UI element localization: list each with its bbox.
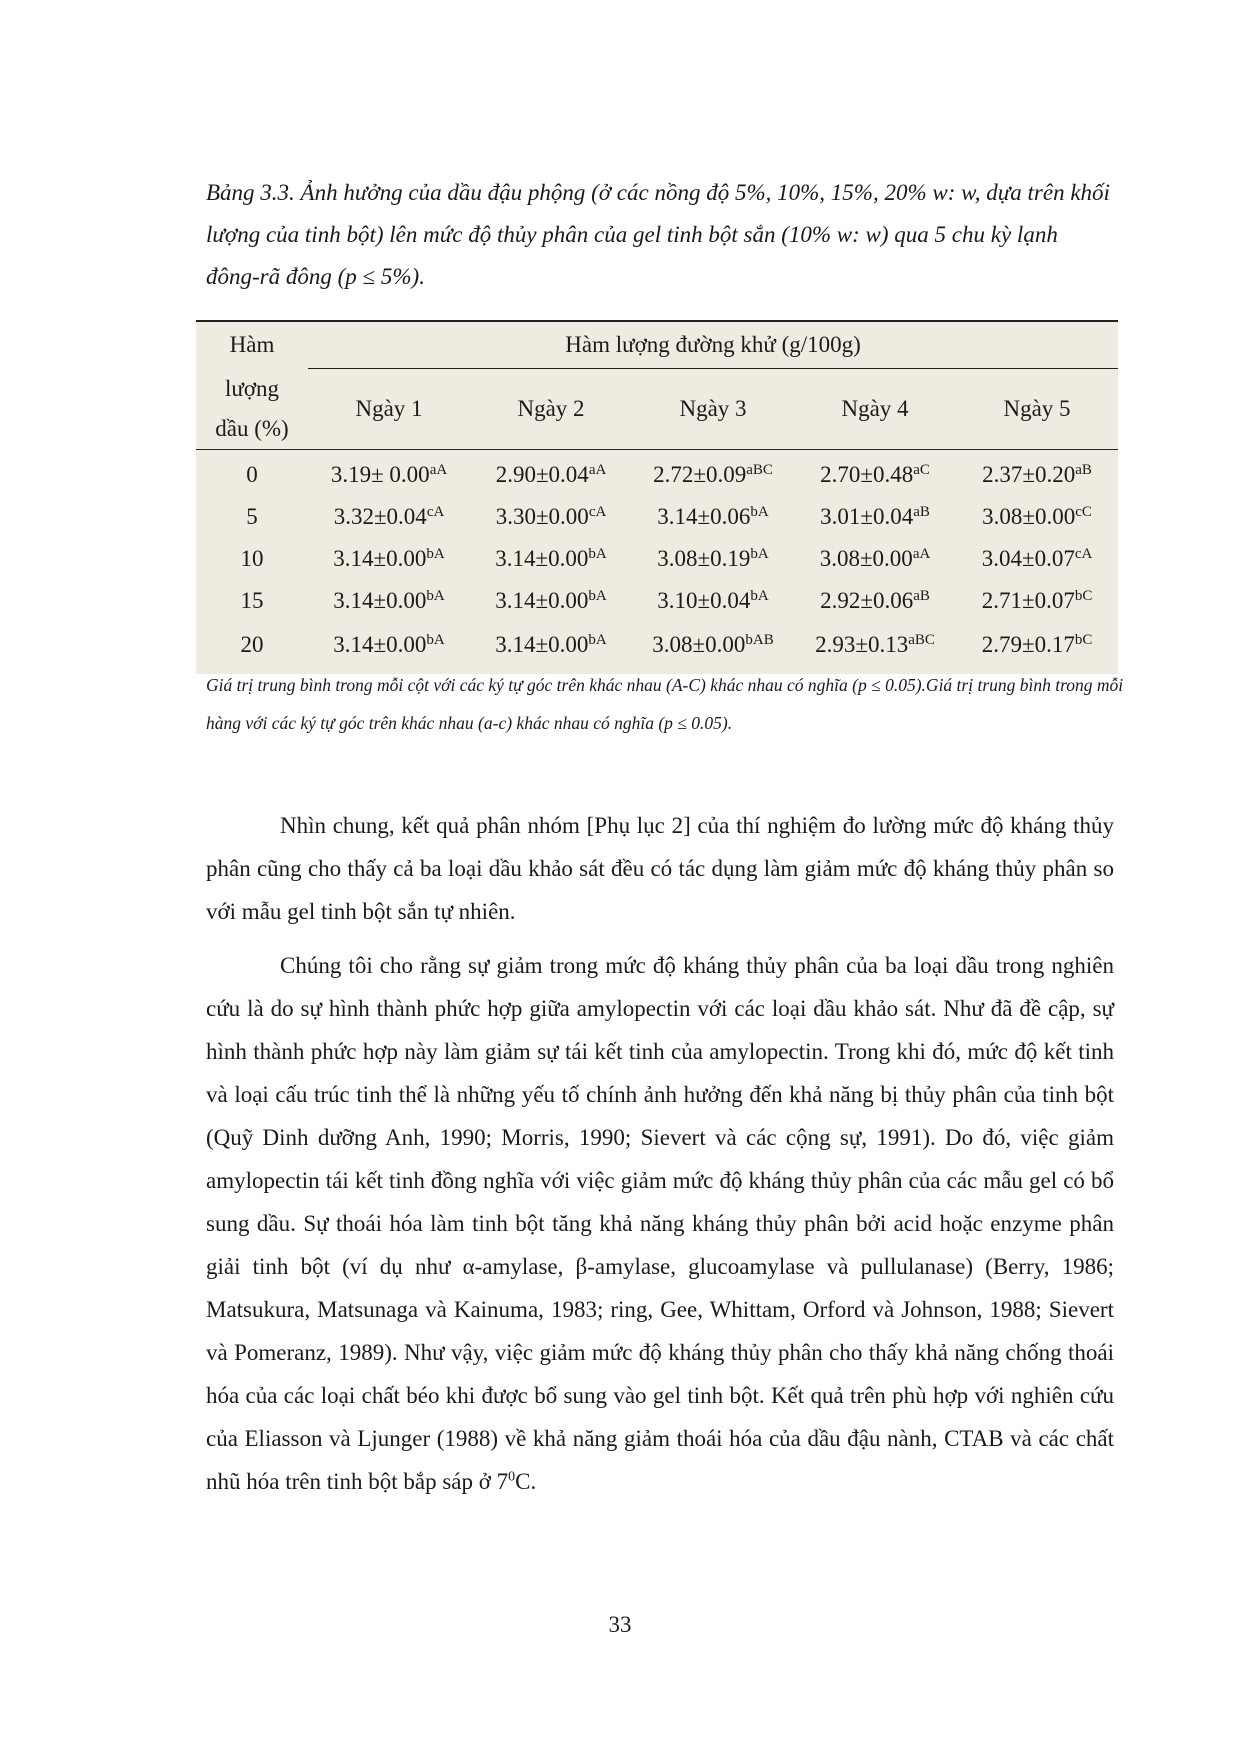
oil-level-cell: 10: [240, 545, 264, 571]
value-cell: $3.08\pm 0.00^{aA}$: [819, 545, 931, 571]
value-cell: $3.08\pm 0.00^{bAB}$: [652, 631, 774, 657]
row-header-line-2: lượng: [224, 375, 280, 401]
group-header: Hàm lượng đường khử (g/100g): [308, 321, 1118, 369]
row-header-rest: [196, 369, 308, 450]
value-cell: $3.14\pm 0.00^{bA}$: [495, 587, 607, 613]
value-cell: $3.08\pm 0.19^{bA}$: [657, 545, 769, 571]
body-paragraph-2: [206, 944, 1114, 1503]
value-cell: $3.01\pm 0.04^{aB}$: [820, 503, 930, 529]
row-header-line-3: dầu (%): [215, 415, 289, 441]
paragraph-2-text: Chúng tôi cho rằng sự giảm trong mức độ kháng thủy phân của ba loại dầu trong nghiên cứu là do sự hình thành phức hợp giữa amylopectin với các loại dầu khảo sát. Như đã đề cập, sự hình thành phức hợp này làm giảm sự tái kết tinh của amylopectin. Trong khi đó, mức độ kết tinh và loại cấu trúc tinh thể là những yếu tố chính ảnh hưởng đến khả năng bị thủy phân của tinh bột (Quỹ Dinh dưỡng Anh, 1990; Morris, 1990; Sievert và các cộng sự, 1991). Do đó, việc giảm amylopectin tái kết tinh đồng nghĩa với việc giảm mức độ kháng thủy phân của các mẫu gel có bổ sung dầu. Sự thoái hóa làm tinh bột tăng khả năng kháng thủy phân bởi acid hoặc enzyme phân giải tinh bột (ví dụ như α-amylase, β-amylase, glucoamylase và pullulanase) (Berry, 1986; Matsukura, Matsunaga và Kainuma, 1983; ring, Gee, Whittam, Orford và Johnson, 1988; Sievert và Pomeranz, 1989). Như vậy, việc giảm mức độ kháng thủy phân cho thấy khả năng chống thoái hóa của các loại chất béo khi được bổ sung vào gel tinh bột. Kết quả trên phù hợp với nghiên cứu của Eliasson và Ljunger (1988) về khả năng giảm thoái hóa của dầu đậu nành, CTAB và các chất nhũ hóa trên tinh bột bắp sáp ở 7: [206, 953, 1114, 1494]
value-cell: $3.32\pm 0.04^{cA}$: [333, 503, 445, 529]
table-row: [196, 580, 1118, 622]
results-table: [196, 320, 1118, 674]
value-cell: $2.71\pm 0.07^{bC}$: [981, 587, 1093, 613]
table-footnote: Giá trị trung bình trong mỗi cột với các ký tự góc trên khác nhau (A-C) khác nhau có nghĩa (p ≤ 0.05).Giá trị trung bình trong mỗi hàng với các ký tự góc trên khác nhau (a-c) khác nhau có nghĩa (p ≤ 0.05).: [206, 675, 1124, 733]
value-cell: $3.14\pm 0.00^{bA}$: [333, 545, 445, 571]
value-cell: $2.90\pm 0.04^{aA}$: [495, 461, 607, 487]
oil-level-cell: 0: [246, 461, 258, 487]
column-header-day-4: Ngày 4: [841, 395, 909, 421]
table-row: [196, 538, 1118, 580]
column-header-day-5: Ngày 5: [1003, 395, 1071, 421]
value-cell: $3.14\pm 0.00^{bA}$: [333, 631, 445, 657]
oil-level-cell: 20: [240, 631, 264, 657]
table-caption: Bảng 3.3. Ảnh hưởng của dầu đậu phộng (ở các nồng độ 5%, 10%, 15%, 20% w: w, dựa trên khối lượng của tinh bột) lên mức độ thủy phân của gel tinh bột sắn (10% w: w) qua 5 chu kỳ lạnh đông-rã đông (p ≤ 5%).: [206, 180, 1110, 289]
value-cell: $2.79\pm 0.17^{bC}$: [981, 631, 1093, 657]
value-cell: $3.14\pm 0.00^{bA}$: [495, 545, 607, 571]
table-row: [196, 449, 1118, 496]
column-header-day-3: Ngày 3: [679, 395, 747, 421]
value-cell: $3.19\pm 0.00^{aA}$: [330, 461, 448, 487]
value-cell: $3.14\pm 0.06^{bA}$: [657, 503, 769, 529]
value-cell: $2.72\pm 0.09^{aBC}$: [653, 461, 773, 487]
value-cell: $2.37\pm 0.20^{aB}$: [982, 461, 1092, 487]
temperature-unit: C.: [515, 1469, 537, 1494]
oil-level-cell: 15: [240, 587, 264, 613]
value-cell: $3.04\pm 0.07^{cA}$: [981, 545, 1093, 571]
value-cell: $3.14\pm 0.00^{bA}$: [495, 631, 607, 657]
value-cell: $2.93\pm 0.13^{aBC}$: [815, 631, 935, 657]
oil-level-cell: 5: [246, 503, 258, 529]
value-cell: $3.10\pm 0.04^{bA}$: [657, 587, 769, 613]
value-cell: $2.92\pm 0.06^{aB}$: [820, 587, 930, 613]
page-number: 33: [608, 1612, 632, 1637]
value-cell: $3.14\pm 0.00^{bA}$: [333, 587, 445, 613]
value-cell: $2.70\pm 0.48^{aC}$: [820, 461, 930, 487]
row-header-line-1: Hàm: [196, 321, 308, 369]
value-cell: $3.30\pm 0.00^{cA}$: [495, 503, 607, 529]
column-header-day-1: Ngày 1: [355, 395, 423, 421]
table-row: [196, 496, 1118, 538]
value-cell: $3.08\pm 0.00^{cC}$: [982, 503, 1092, 529]
column-header-day-2: Ngày 2: [517, 395, 585, 421]
body-paragraph-1: Nhìn chung, kết quả phân nhóm [Phụ lục 2] của thí nghiệm đo lường mức độ kháng thủy phân cũng cho thấy cả ba loại dầu khảo sát đều có tác dụng làm giảm mức độ kháng thủy phân so với mẫu gel tinh bột sắn tự nhiên.: [206, 813, 1114, 924]
temperature-superscript: 0: [508, 1469, 516, 1485]
